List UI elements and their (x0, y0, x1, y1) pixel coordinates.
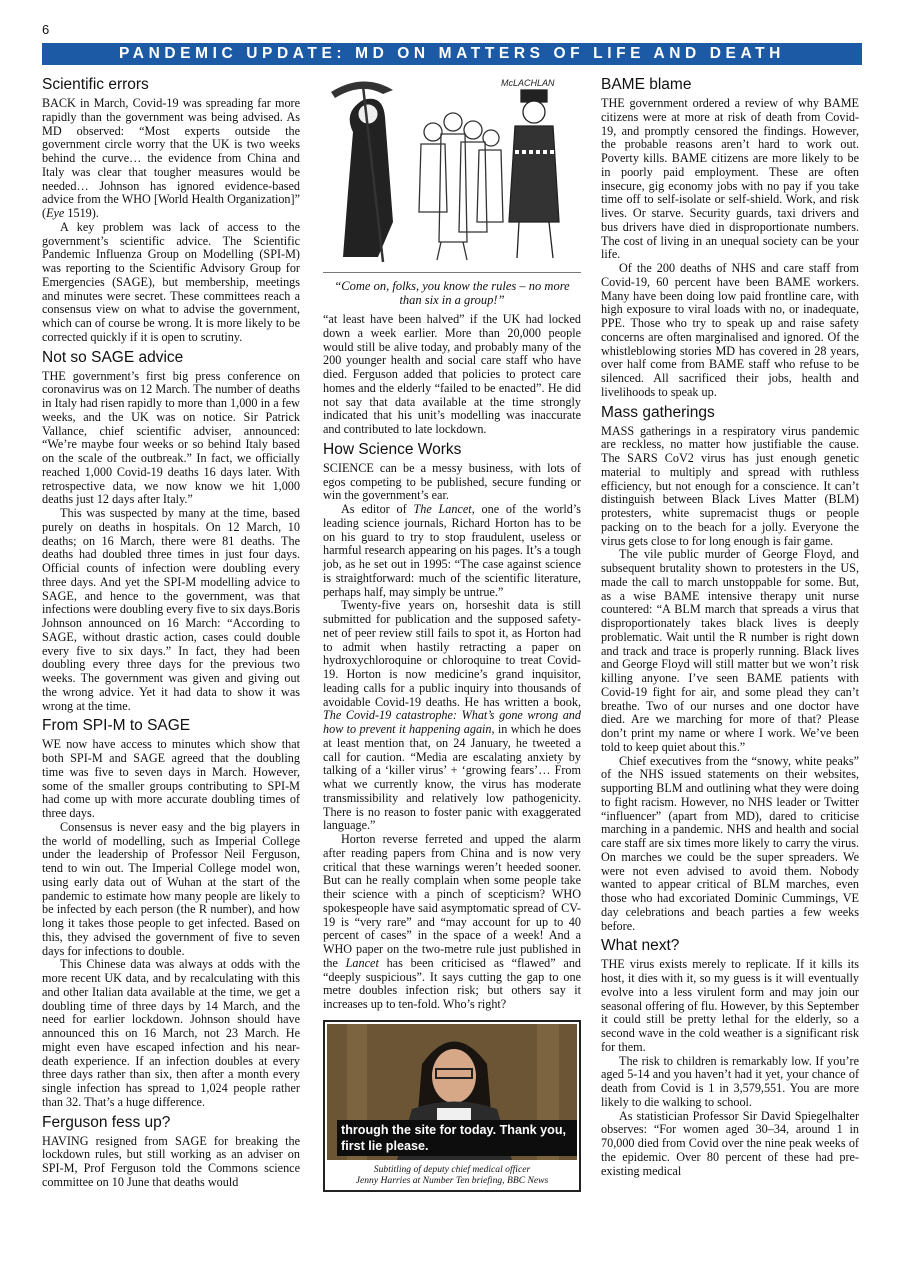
column-right (601, 72, 859, 1178)
paragraph: Twenty-five years on, horseshit data is still submitted for publication and the supposed safety-net of peer review still fails to spot it, as Horton had to admit when hastily retracting a paper on hydroxychloroquine or chloroquine to treat Covid-19. Horton is now medicine’s grand inquisitor, leading calls for a public inquiry into thousands of avoidable Covid-19 deaths. He has written a book, The Covid-19 catastrophe: What’s gone wrong and how to prevent it happening again, in which he does at least mention that, on 24 January, he tweeted a call for caution. “Media are escalating anxiety by talking of a ‘killer virus’ + ‘growing fears’… From what we currently know, the virus has moderate transmissibility and relatively low pathogenicity. There is no reason to foster panic with exaggerated language.” (323, 598, 582, 833)
news-photo (327, 1024, 577, 1160)
heading-ferguson: Ferguson fess up? (42, 1113, 171, 1131)
heading-bame-blame: BAME blame (601, 76, 692, 93)
paragraph: The vile public murder of George Floyd, and subsequent brutality shown to protesters in the US, made the call to march unstoppable for some. But, as a wise BAME intensive therapy unit nurse countered: “A BLM march that spreads a virus that disproportionately takes black lives is deeply problematic. Wait until the R number is right down and track and trace is properly running. Black lives and George Floyd will still matter but we won’t risk killing anyone. I’ve seen BAME patients with Covid-19 fight for air, and some plead they can’t breathe. Two of our nurses and one doctor have died. Are we marching for more of that? Please don’t print my name or where I work. We’ve been told to keep quiet about this.” (601, 547, 859, 754)
paragraph: THE government’s first big press conference on coronavirus was on 12 March. The number of deaths in Italy had risen rapidly to more than 1,000 in a few weeks, and the UK was on notice. Sir Patrick Vallance, chief scientific adviser, announced: “We’re maybe four weeks or so behind Italy based on the scale of the outbreak.” In fact, we officially reached 1,000 Covid-19 deaths 16 days later. With retrospective data, we now know we hit 1,000 deaths just 12 days after Italy.” (42, 368, 300, 507)
news-photo-box (323, 1020, 581, 1192)
heading-scientific-errors: Scientific errors (42, 76, 149, 93)
paragraph: HAVING resigned from SAGE for breaking the lockdown rules, but still working as an adviser on SPI-M, Prof Ferguson told the Commons science committee on 10 June that deaths would (42, 1133, 300, 1189)
paragraph: This was suspected by many at the time, based purely on deaths in hospitals. On 12 March, 10 deaths; on 16 March, there were 81 deaths. The deaths had doubled three times in just four days. Official counts of infection were doubling every three days. And yet the SPI-M modelling advice to SAGE, and hence to the government, was that infections were doubling every five to six days.Boris Johnson announced on 16 March: “According to SAGE, without drastic action, cases could double every five to six days.” In fact, they had been doubling every three days for the previous two weeks. The government was given and giving out the wrong advice. Yet it had data to show it was wrong at the time. (42, 506, 300, 713)
paragraph: Consensus is never easy and the big players in the world of modelling, such as Imperial College under the leadership of Professor Neil Ferguson, tend to win out. The Imperial College model won, using early data out of Wuhan at the start of the pandemic to estimate how many people are likely to be infected by each person (the R number), and how long it takes those people to get infected. Based on this, they advised the government of five to seven days for infections to double. (42, 819, 300, 958)
heading-not-so-sage: Not so SAGE advice (42, 348, 184, 366)
heading-what-next: What next? (601, 937, 680, 955)
speaker-face (432, 1049, 476, 1103)
paragraph: As editor of The Lancet, one of the world’s leading science journals, Richard Horton has to be on his guard to try to stop fraudulent, useless or harmful research appearing on his pages. It’s a tough job, as he set out in 1995: “The case against science is straightforward: much of the scientific literature, perhaps half, may simply be untrue.” (323, 502, 582, 599)
paragraph: SCIENCE can be a messy business, with lots of egos competing to be published, secure funding or win the government’s ear. (323, 460, 581, 503)
heading-how-science-works: How Science Works (323, 440, 462, 458)
tv-subtitle: through the site for today. Thank you, first lie please. (337, 1120, 577, 1156)
page-number: 6 (42, 22, 50, 37)
paragraph: This Chinese data was always at odds with the more recent UK data, and by recalculating with this and other Italian data available at the time, we get a doubling time of three days by 14 March, and the need for earlier lockdown. Johnson should have announced this on 16 March, not 23 March. He might even have escaped infection and his near-death experience. If an infection doubles at every three days rather than six, then after a month every single infection has spread to 1,024 people rather than 32. That’s a huge difference. (42, 957, 300, 1109)
cartoon-illustration (323, 72, 581, 273)
paragraph: WE now have access to minutes which show that both SPI-M and SAGE agreed that the doubling time was five to seven days in March. However, some of the smaller groups contributing to SPI-M had come up with more accurate doubling times of three days. (42, 737, 300, 820)
book-title: The Covid-19 catastrophe: What’s gone wrong and how to prevent it happening again (323, 708, 581, 736)
paragraph: THE virus exists merely to replicate. If it kills its host, it dies with it, so my guess is it will eventually evolve into a less virulent form and may join our seasonal offering of flu. However, by this September it could still be pretty lethal for the elderly, so a second wave in the cold weather is a significant risk for them. (601, 957, 859, 1054)
journal-name: The Lancet (413, 502, 472, 516)
paragraph: The risk to children is remarkably low. If you’re aged 5-14 and you haven’t had it yet, your chance of death from Covid is 1 in 3,579,551. You are more likely to die walking to school. (601, 1053, 859, 1109)
heading-spim-to-sage: From SPI-M to SAGE (42, 717, 191, 735)
photo-caption: Subtitling of deputy chief medical officer Jenny Harries at Number Ten briefing, BBC News (355, 1163, 549, 1186)
section-banner: PANDEMIC UPDATE: MD ON MATTERS OF LIFE AND DEATH (42, 43, 862, 65)
cartoon-drawing (323, 72, 581, 272)
paragraph: “at least have been halved” if the UK had locked down a week earlier. More than 20,000 people would still be alive today, and probably many of the 200 younger health and social care staff who have died. Ferguson added that policies to protect care homes and the elderly “failed to be enacted”. He did not say that data available at the time strongly indicated that his unit’s modelling was inaccurate and contributed to late lockdown. (323, 312, 581, 436)
column-left (42, 72, 300, 1190)
heading-mass-gatherings: Mass gatherings (601, 403, 715, 421)
paragraph: MASS gatherings in a respiratory virus pandemic are reckless, no matter how justifiable the cause. The SARS CoV2 virus has just enough genetic material to multiply and spread with ruthless efficiency, but not enough for a conscience. It can’t distinguish between Black Lives Matter (BLM) protesters, white supremacist thugs or people packing on to the beach for a jolly. Everyone the virus gets close to for long enough is fair game. (601, 423, 859, 548)
paragraph: Horton reverse ferreted and upped the alarm after reading papers from China and is now very critical that these warnings weren’t heeded sooner. But can he really complain when some people take their science with a pinch of scepticism? WHO spokespeople have said asymptomatic spread of CV-19 is “very rare” and “may account for up to 40 percent of cases” in the space of a week! And a WHO paper on the two-metre rule just published in the Lancet has been criticised as “flawed” and “deeply suspicious”. It says cutting the gap to one metre doubles infection risk; but others say it increases up to ten-fold. Who’s right? (323, 832, 582, 1011)
column-middle (323, 72, 581, 1192)
cartoon-signature: McLACHLAN (501, 78, 555, 88)
crowd-group (419, 113, 503, 260)
cartoon-caption: “Come on, folks, you know the rules – no more than six in a group!” (334, 279, 570, 307)
paragraph: BACK in March, Covid-19 was spreading far more rapidly than the government was being advised. As MD observed: “Most experts outside the government circle worry that the UK is two weeks behind the curve… the evidence from China and Italy was clear that tougher measures would be needed… Johnson has ignored evidence-based advice from the WHO [World Health Organization]” (Eye 1519). (42, 96, 300, 220)
paragraph: THE government ordered a review of why BAME citizens were at more at risk of death from Covid-19, and promptly censored the findings. However, the probable reasons aren’t hard to work out. Poverty kills. BAME citizens are more likely to be in poorly paid employment. These are often insecure, gig economy jobs with no pay if you take time off to self-isolate or self-shield. Work, and risk lives. Or starve. Security guards, taxi drivers and bus drivers have died in disproportionate numbers. The cost of living in an unequal society can be your life. (601, 96, 859, 262)
paragraph: As statistician Professor Sir David Spiegelhalter observes: “For women aged 30–34, around 1 in 70,000 died from Covid over the nine peak weeks of the epidemic. Over 80 percent of these had pre-existing medical (601, 1108, 859, 1178)
journal-name: Lancet (345, 955, 379, 970)
citation-eye: Eye (46, 206, 65, 220)
paragraph: Of the 200 deaths of NHS and care staff from Covid-19, 60 percent have been BAME workers. Many have been doing low paid frontline care, with high exposure to viral loads with no, or inadequate, PPE. Those who try to speak up and raise safety concerns are often marginalised and ignored. Of the whistleblowing stories MD has covered in 28 years, over half come from BAME staff who refuse to be silenced. All sacrificed their jobs, health and livelihoods to speak up. (601, 261, 859, 399)
paragraph: Chief executives from the “snowy, white peaks” of the NHS issued statements on their websites, supporting BLM and outlining what they were doing to fight racism. However, no NHS leader or Twitter “influencer” (apart from MD), dared to criticise marching in a pandemic. NHS and health and social care staff are six times more likely to carry the virus. On marches we could be the super spreaders. We were not even advised to avoid them. Nobody wanted to appear critical of BLM marches, even those who had excoriated Dominic Cummings, VE day celebrations and beach parties a few weeks before. (601, 753, 859, 933)
paragraph: A key problem was lack of access to the government’s scientific advice. The Scientific Pandemic Influenza Group on Modelling (SPI-M) was reporting to the Scientific Advisory Group for Emergencies (SAGE), but membership, meetings and minutes were secret. These committees reach a consensus view on what to advise the government, which can of course be wrong. It is more likely to be corrected quickly if it is open to scrutiny. (42, 219, 300, 344)
scythe-blade (331, 81, 393, 98)
police-officer (509, 90, 559, 258)
